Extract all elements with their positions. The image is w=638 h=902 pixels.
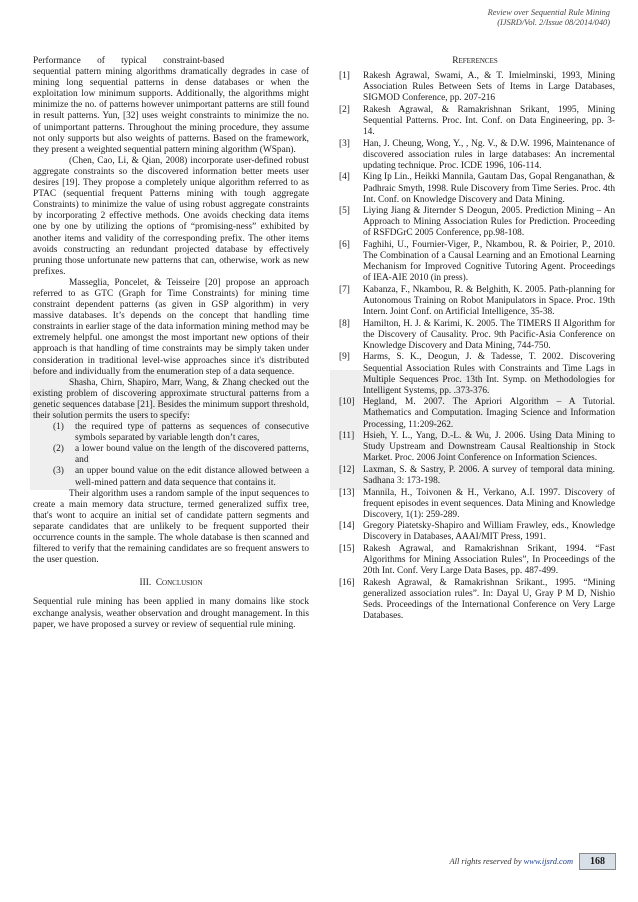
reference-text: King Ip Lin., Heikki Mannila, Gautam Das, Gopal Renganathan, & Padhraic Smyth, 1998. Rule Discovery from Time Series. Proc. 4th Int. Conf. on Knowledge Discovery and Data Mining. bbox=[363, 172, 615, 205]
paragraph-masseglia: Masseglia, Poncelet, & Teisseire [20] propose an approach referred to as GTC (Graph for Time Constraints) for mining time constraint dependent patterns (as given in GSP algorithm) in very massive databases. It’s depends on the concept that handling time constraints in earlier stage of the data information mining method may be extremely helpful. one amongst the most important new options of their approach is that handling of time constraints may be simply taken under consideration in traditional level-wise approaches since it's distributed before and individually from the enumeration step of a data sequence. bbox=[33, 277, 309, 377]
page-footer bbox=[450, 853, 616, 870]
reference-item bbox=[335, 578, 615, 622]
reference-item bbox=[335, 544, 615, 577]
reference-item bbox=[335, 71, 615, 104]
reference-number: [12] bbox=[339, 464, 355, 475]
reference-number: [14] bbox=[339, 521, 355, 532]
reference-number: [13] bbox=[339, 487, 355, 498]
reference-item bbox=[335, 206, 615, 239]
reference-number: [9] bbox=[339, 352, 350, 363]
reference-text: Hsieh, Y. L., Yang, D.-L. & Wu, J. 2006. Using Data Mining to Study Upstream and Downstream Causal Realtionship in Stock Market. Proc. 2006 Joint Conference on Information Sciences. bbox=[363, 431, 615, 464]
reference-item bbox=[335, 488, 615, 521]
paragraph-conclusion: Sequential rule mining has been applied in many domains like stock exchange analysis, weather observation and drought management. In this paper, we have proposed a survey or review of sequential rule mining. bbox=[33, 597, 309, 630]
reference-text: Mannila, H., Toivonen & H., Verkano, A.I. 1997. Discovery of frequent episodes in event sequences. Data Mining and Knowledge Discovery, 1(1): 259-289. bbox=[363, 487, 615, 520]
reference-item bbox=[335, 352, 615, 396]
references-column bbox=[335, 56, 615, 623]
references-list bbox=[335, 71, 615, 622]
reference-item bbox=[335, 431, 615, 464]
reference-text: Gregory Piatetsky-Shapiro and William Frawley, eds., Knowledge Discovery in Databases, AAAI/MIT Press, 1991. bbox=[363, 521, 615, 543]
reference-number: [1] bbox=[339, 71, 350, 82]
reference-text: Rakesh Agrawal, and Ramakrishnan Srikant, 1994. “Fast Algorithms for Mining Association Rules”, In Proceedings of the 20th Int. Conf. Very Large Data Bases, pp. 487-499. bbox=[363, 544, 615, 577]
journal-issue: (IJSRD/Vol. 2/Issue 08/2014/040) bbox=[497, 18, 610, 27]
reference-text: Harms, S. K., Deogun, J. & Tadesse, T. 2002. Discovering Sequential Association Rules with Constraints and Time Lags in Multiple Sequences Proc. 13th Int. Symp. on Methodologies for Intelligent Systems, pp. .373-376. bbox=[363, 352, 615, 396]
list-item: (3) an upper bound value on the edit distance allowed between a well-mined pattern and data sequence that contains it. bbox=[53, 466, 309, 488]
left-column bbox=[33, 56, 309, 631]
specification-list bbox=[33, 422, 309, 489]
page-number: 168 bbox=[579, 853, 616, 870]
reference-item bbox=[335, 397, 615, 430]
reference-number: [7] bbox=[339, 284, 350, 295]
running-header bbox=[488, 8, 610, 28]
paragraph-shasha: Shasha, Chirn, Shapiro, Marr, Wang, & Zhang checked out the existing problem of discovering approximate structural patterns from a genetic sequences database [21]. Besides the minimum support threshold, their solution permits the users to specify: bbox=[33, 377, 309, 421]
reference-text: Hamilton, H. J. & Karimi, K. 2005. The TIMERS II Algorithm for the Discovery of Causality. Proc. 9th Pacific-Asia Conference on Knowledge Discovery and Data Mining, 744-750. bbox=[363, 318, 615, 351]
footer-site-link[interactable]: www.ijsrd.com bbox=[523, 857, 573, 866]
reference-text: Kabanza, F., Nkambou, R. & Belghith, K. 2005. Path-planning for Autonomous Training on Robot Manipulators in Space. Proc. 19th Intern. Joint Conf. on Artificial Intelligence, 35-38. bbox=[363, 284, 615, 318]
reference-number: [6] bbox=[339, 240, 350, 250]
paragraph-performance-first-line: Performance of typical constraint-based bbox=[33, 56, 225, 66]
reference-text: Rakesh Agrawal, Swami, A., & T. Imielminski, 1993, Mining Association Rules Between Sets of Items in Large Databases, SIGMOD Conference, pp. 207-216 bbox=[363, 71, 615, 104]
reference-number: [15] bbox=[339, 544, 355, 555]
reference-number: [2] bbox=[339, 104, 350, 115]
paragraph-chen: (Chen, Cao, Li, & Qian, 2008) incorporate user-defined robust aggregate constraints so the discovered information better meets user desires [19]. They propose a completely unique algorithm referred to as PTAC (sequential frequent Patterns mining with tough aggregate Constraints) to minimize the value of using robust aggregate constraints by incorporating 2 effective methods. One avoids checking data items one by one by utilizing the options of “promising-ness” exhibited by another items and validity of the corresponding prefix. The other items avoids constructing an redundant projected database by effectively pruning those unfortunate new patterns that can, otherwise, work as new prefixes. bbox=[33, 155, 309, 277]
reference-text: Faghihi, U., Fournier-Viger, P., Nkambou, R. & Poirier, P., 2010. The Combination of a Causal Learning and an Emotional Learning Mechanism for Improved Cognitive Tutoring Agent. Proceedings of IEA-AIE 2010 (in press). bbox=[363, 240, 615, 284]
reference-item bbox=[335, 285, 615, 318]
paragraph-performance: sequential pattern mining algorithms dramatically degrades in case of mining long sequential patterns in dense databases or when the exploitation low minimum supports. Additionally, the algorithms might minimize the no. of patterns however unimportant patterns are still found in result patterns. Yun, [32] uses weight constraints to minimize the no. of unimportant patterns. Throughout the mining procedure, they assume not only supports but also weights of patterns. Based on the framework, they present a weighted sequential pattern mining algorithm (WSpan). bbox=[33, 67, 309, 155]
reference-number: [3] bbox=[339, 138, 350, 149]
reference-item bbox=[335, 240, 615, 284]
reference-item bbox=[335, 465, 615, 487]
reference-text: Rakesh Agrawal, & Ramakrishnan Srikant., 1995. “Mining generalized association rules”. In: Dayal U, Gray P M D, Nishio Seds. Proceedings of the International Conference on Very Large Databases. bbox=[363, 577, 615, 622]
reference-item bbox=[335, 319, 615, 352]
journal-title: Review over Sequential Rule Mining bbox=[487, 8, 610, 17]
reference-item bbox=[335, 105, 615, 138]
reference-text: Han, J. Cheung, Wong, Y., , Ng. V., & D.W. 1996, Maintenance of discovered association rules in large databases: An incremental updating technique. Proc. ICDE 1996, 106-114. bbox=[363, 138, 615, 171]
reference-text: Laxman, S. & Sastry, P. 2006. A survey of temporal data mining. Sadhana 3: 173-198. bbox=[363, 464, 615, 486]
reference-text: Rakesh Agrawal, & Ramakrishnan Srikant, 1995, Mining Sequential Patterns. Proc. Int. Conf. on Data Engineering, pp. 3-14. bbox=[363, 104, 615, 138]
reference-item bbox=[335, 521, 615, 543]
references-heading: References bbox=[452, 56, 498, 66]
reference-text: Hegland, M. 2007. The Apriori Algorithm – A Tutorial. Mathematics and Computation. Imaging Science and Information Processing, 11:209-262. bbox=[363, 397, 615, 430]
reference-number: [16] bbox=[339, 577, 355, 588]
reference-item bbox=[335, 172, 615, 205]
reference-number: [11] bbox=[339, 431, 355, 442]
reference-number: [8] bbox=[339, 318, 350, 329]
reference-number: [5] bbox=[339, 206, 350, 217]
reference-text: Liying Jiang & Jiternder S Deogun, 2005. Prediction Mining – An Approach to Mining Association Rules for Prediction. Proceeding of RSFDGrC 2005 Conference, pp.98-108. bbox=[363, 206, 615, 239]
reference-number: [4] bbox=[339, 172, 350, 183]
reference-number: [10] bbox=[339, 397, 355, 408]
reference-item bbox=[335, 139, 615, 172]
section-heading-conclusion: III. Conclusion bbox=[139, 578, 203, 589]
footer-rights: All rights reserved by www.ijsrd.com bbox=[449, 857, 573, 866]
list-item: (1) the required type of patterns as sequences of consecutive symbols separated by variable length don’t cares, bbox=[53, 422, 309, 444]
paragraph-algorithm: Their algorithm uses a random sample of the input sequences to create a main memory data structure, termed generalized suffix tree, that's wont to acquire an initial set of candidate pattern segments and separate candidates that are unlikely to be frequent supported their occurrence counts in the sample. The whole database is then scanned and filtered to verify that the remaining candidates are so frequent answers to the user question. bbox=[33, 488, 309, 566]
list-item: (2) a lower bound value on the length of the discovered patterns, and bbox=[53, 444, 309, 466]
